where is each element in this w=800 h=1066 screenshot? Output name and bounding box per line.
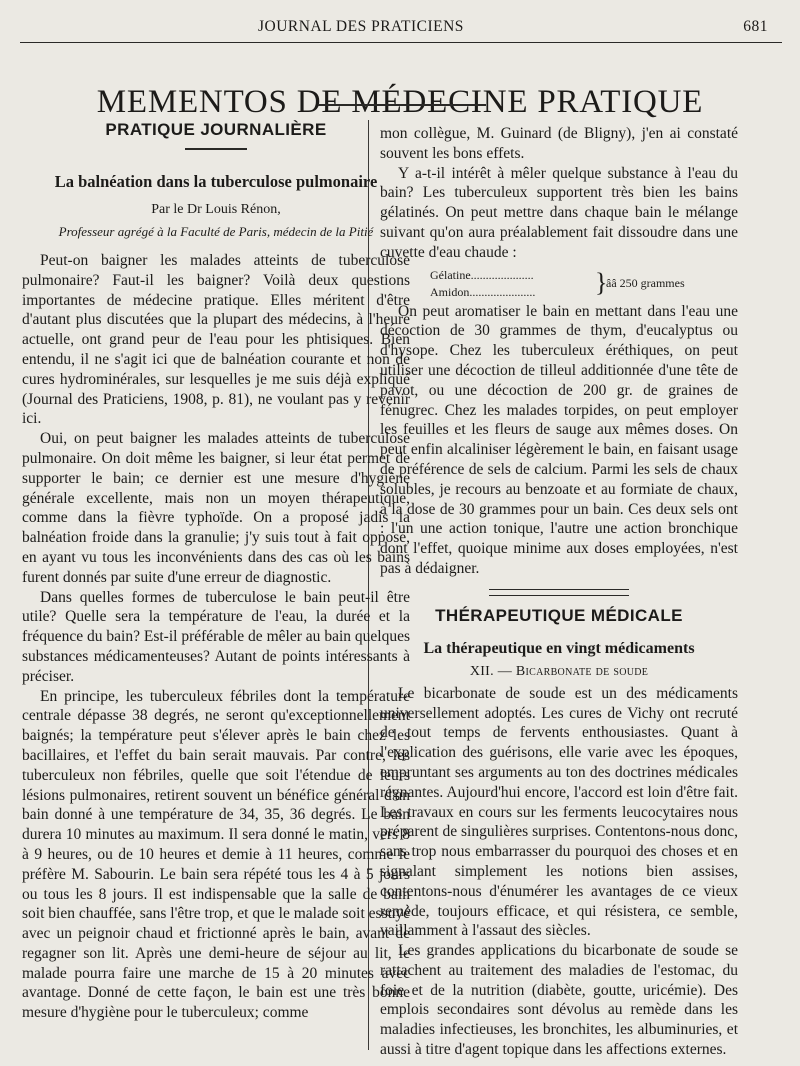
section-rule xyxy=(185,148,247,150)
running-title: JOURNAL DES PRATICIENS xyxy=(258,18,464,35)
main-title: MEMENTOS DE MÉDECINE PRATIQUE xyxy=(96,84,704,121)
paragraph: Le bicarbonate de soude est un des médicaments universellement adoptés. Les cures de Vichy ont recruté de tout temps de fervents enthousiastes. Quant à l'explication des guérisons, elle varie avec les époques, empruntant ses arguments au ton des doctrines médicales régnantes. Aujourd'hui encore, l'accord est loin d'être fait. Les travaux en cours sur les ferments leucocytaires nous préparent de singulières surprises. Contentons-nous donc, sans trop nous embarrasser du pourquoi des choses et en signalant simplement les notions bien assises, contentons-nous d'énumérer les avantages de ce vieux remède, toujours efficace, et qui résistera, ce semble, vaillamment à l'assaut des siècles. xyxy=(380,684,738,940)
article-title: La balnéation dans la tuberculose pulmonaire xyxy=(54,172,378,191)
header-rule xyxy=(20,42,782,43)
right-column xyxy=(380,120,738,1060)
article-title: La thérapeutique en vingt médicaments xyxy=(423,639,695,657)
running-head xyxy=(0,18,800,40)
section-heading: PRATIQUE JOURNALIÈRE xyxy=(105,120,327,139)
title-rule xyxy=(318,104,486,106)
paragraph: Y a-t-il intérêt à mêler quelque substance à l'eau du bain? Les tuberculeux supportent très bien les bains gélatinés. On peut mettre dans chaque bain le mélange suivant qu'on aura préalablement fait dissoudre dans une cuvette d'eau chaude : xyxy=(380,164,738,261)
prescription-ingredient: Gélatine..................... xyxy=(430,267,534,282)
brace-icon: } xyxy=(595,267,608,297)
paragraph: Les grandes applications du bicarbonate de soude se rattachent au traitement des maladies de l'estomac, du foie et de la nutrition (diabète, goutte, uricémie). Des emplois secondaires sont dévolus au remède dans les maladies infectieuses, les bronchites, les albuminuries, et aussi à titre d'agent topique dans les affections externes. xyxy=(380,942,738,1059)
prescription-ingredient: Amidon...................... xyxy=(430,284,536,299)
page-number: 681 xyxy=(743,18,768,35)
author-affiliation: Professeur agrégé à la Faculté de Paris, médecin de la Pitié xyxy=(58,224,374,239)
paragraph: Dans quelles formes de tuberculose le bain peut-il être utile? Quelle sera la température de l'eau, la durée et la fréquence du bain? Est-il préférable de mêler au bain quelques substances médicamenteuses? Autant de points intéressants à préciser. xyxy=(22,588,410,685)
prescription xyxy=(380,266,738,302)
section-separator xyxy=(489,589,629,596)
article-body xyxy=(380,684,738,1060)
article-subheading: XII. — Bicarbonate de soude xyxy=(469,663,649,679)
paragraph: Oui, on peut baigner les malades atteints de tuberculose pulmonaire. On doit même les baigner, si leur état permet de supporter le bain; ce dernier est une mesure d'hygiène générale excellente, mais non un moyen thérapeutique, comme dans la fièvre typhoïde. On a proposé jadis la balnéation froide dans la granulie; j'y suis tout à fait opposé, en ayant vu tous les inconvénients dans des cas où les bains furent donnés par suite d'une erreur de diagnostic. xyxy=(22,430,410,586)
paragraph: On peut aromatiser le bain en mettant dans l'eau une décoction de 30 grammes de thym, d'eucalyptus ou d'hysope. Chez les tuberculeux éréthiques, on peut utiliser une décoction de tilleul additionnée d'une tête de pavot, ou une décoction de 200 gr. de graines de fénugrec. Chez les malades torpides, on peut employer les feuilles et les fleurs de sauge aux mêmes doses. On peut enfin alcaliniser légèrement le bain, en faisant usage de préférence de sels de calcium. Parmi les sels de chaux solubles, je recours au benzoate et au formiate de chaux, à la dose de 30 grammes pour un bain. Ces deux sels ont : l'un une action tonique, l'autre une action bronchique dont l'effet, quoique minime aux doses employées, n'est pas à dédaigner. xyxy=(380,302,738,577)
left-column xyxy=(22,120,410,1023)
paragraph: Peut-on baigner les malades atteints de tuberculose pulmonaire? Faut-il les baigner? Voilà deux questions importantes de médecine pratique. Elles méritent d'être d'autant plus discutées que la plupart des médecins, à l'heure actuelle, ont grand peur de l'eau pour les phtisiques. Bien entendu, il ne s'agit ici que de balnéation courante et non de cures hydrominérales, sur lesquelles je me suis déjà expliqué (Journal des Praticiens, 1908, p. 81), ne voulant pas y revenir ici. xyxy=(22,252,410,428)
paragraph: mon collègue, M. Guinard (de Bligny), j'en ai constaté souvent les bons effets. xyxy=(380,125,738,162)
paragraph: En principe, les tuberculeux fébriles dont la température centrale dépasse 38 degrés, ne seront qu'exceptionnellement baignés; la température peut s'élever après le bain chez les bacillaires, et l'effet du bain serait mauvais. Par contre, les tuberculeux non fébriles, quelle que soit l'étendue de leurs lésions pulmonaires, retirent souvent un bénéfice général d'un bain donné à une température de 34, 35, 36 degrés. Le bain durera 10 minutes au maximum. Il sera donné le matin, vers 8 à 9 heures, ou de 10 heures et demie à 11 heures, comme le préfère M. Sabourin. Le bain sera répété tous les 4 à 5 jours ou tous les 8 jours. Il est indispensable que la salle de bain soit bien chauffée, sans l'être trop, et que le malade soit essuyé avec un peignoir chaud et frictionné après le bain, avant de regagner son lit. Après une demi-heure de séjour au lit, le malade pourra faire une marche de 15 à 20 minutes avec avantage. Donné de cette façon, le bain est une très bonne mesure d'hygiène pour le tuberculeux; comme xyxy=(22,687,410,1022)
prescription-dose: ââ 250 grammes xyxy=(606,275,685,290)
article-body xyxy=(22,251,410,1023)
article-body-continued xyxy=(380,124,738,263)
article-body-continued xyxy=(380,302,738,579)
byline: Par le Dr Louis Rénon, xyxy=(151,202,281,217)
section-heading: THÉRAPEUTIQUE MÉDICALE xyxy=(435,605,683,625)
